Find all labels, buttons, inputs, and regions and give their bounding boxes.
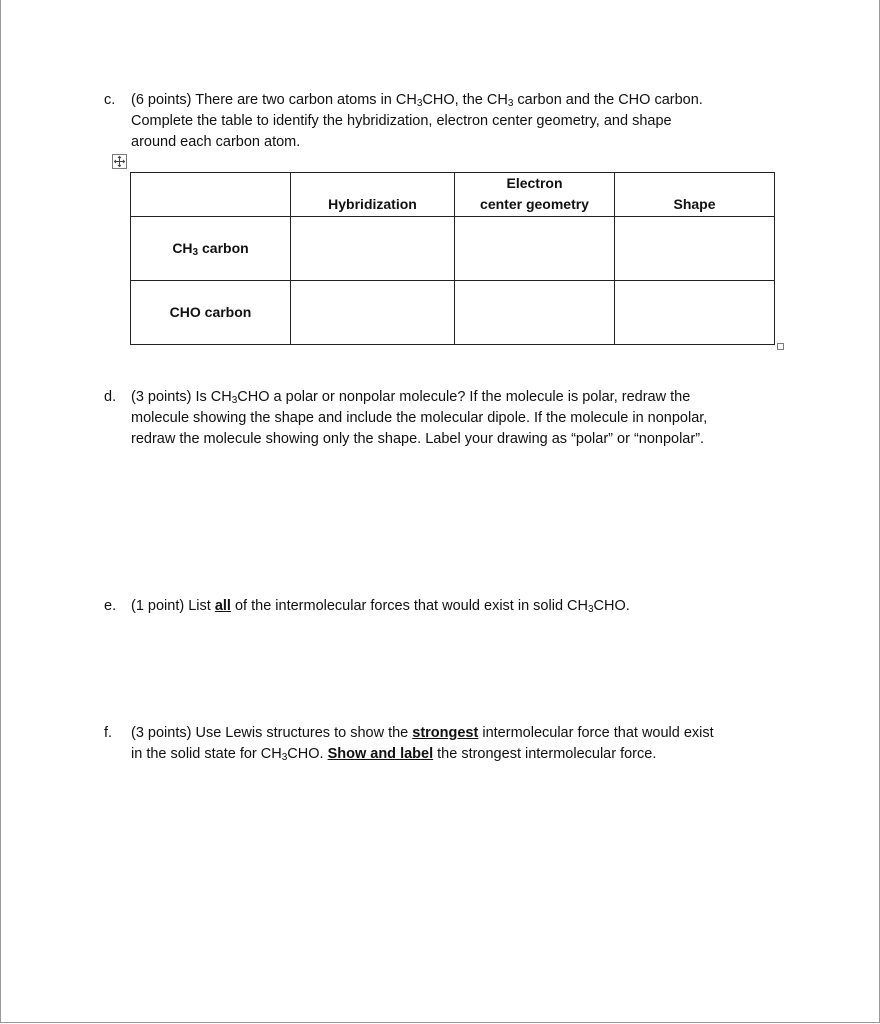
row-0-label-main: CH <box>172 239 193 256</box>
table-resize-handle[interactable] <box>777 343 784 350</box>
table-move-handle-icon[interactable] <box>112 154 127 169</box>
question-c-sub-2: 3 <box>507 98 514 109</box>
question-c-text-2: CHO, the CH <box>422 92 508 108</box>
table-header-empty[interactable] <box>131 173 291 217</box>
row-label-cho-carbon[interactable] <box>131 281 291 345</box>
question-e-text-3: CHO. <box>593 598 630 614</box>
question-c-line-2: Complete the table to identify the hybridization, electron center geometry, and shape <box>131 113 672 129</box>
question-e-text <box>131 596 784 617</box>
question-c-letter: c. <box>104 92 116 108</box>
question-f <box>104 723 784 765</box>
row-label-ch3-carbon[interactable] <box>131 217 291 281</box>
question-c-text-1: (6 points) There are two carbon atoms in CH <box>131 92 417 108</box>
row-0-label-sub: 3 <box>192 246 199 258</box>
question-f-text-4: CHO. <box>287 746 328 762</box>
question-e-letter: e. <box>104 598 117 614</box>
question-f-text-1: (3 points) Use Lewis structures to show the <box>131 725 413 741</box>
question-d-line-2: molecule showing the shape and include the molecular dipole. If the molecule in nonpolar, <box>131 410 708 426</box>
row-1-label-main: CHO carbon <box>169 303 252 320</box>
cell-ch3-electron-geometry[interactable] <box>455 217 615 281</box>
cell-ch3-shape[interactable] <box>615 217 775 281</box>
question-f-emphasis-2: Show and label <box>327 746 434 762</box>
header-electron-label: Electron <box>506 175 563 191</box>
question-c-sub-1: 3 <box>416 98 423 109</box>
question-f-emphasis-1: strongest <box>412 725 479 741</box>
question-c <box>104 90 784 153</box>
question-d-text-1: (3 points) Is CH <box>131 389 232 405</box>
question-e-sub-1: 3 <box>587 604 594 615</box>
question-f-text <box>131 723 784 765</box>
question-f-sub-1: 3 <box>281 752 288 763</box>
question-f-text-2: intermolecular force that would exist <box>478 725 714 741</box>
cell-cho-electron-geometry[interactable] <box>455 281 615 345</box>
question-d <box>104 387 784 450</box>
table-header-row <box>131 173 775 217</box>
table-row <box>131 217 775 281</box>
table-header-electron-geometry[interactable] <box>455 173 615 217</box>
cell-cho-hybridization[interactable] <box>291 281 455 345</box>
question-e <box>104 596 784 617</box>
question-d-letter: d. <box>104 389 117 405</box>
table-row <box>131 281 775 345</box>
question-e-text-1: (1 point) List <box>131 598 215 614</box>
question-c-text-3: carbon and the CHO carbon. <box>513 92 703 108</box>
question-d-text <box>131 387 784 450</box>
question-c-text <box>131 90 784 153</box>
cell-cho-shape[interactable] <box>615 281 775 345</box>
question-d-line-3: redraw the molecule showing only the shape. Label your drawing as “polar” or “nonpolar”. <box>131 431 705 447</box>
cell-ch3-hybridization[interactable] <box>291 217 455 281</box>
question-f-text-3: in the solid state for CH <box>131 746 282 762</box>
hybridization-table <box>130 172 775 345</box>
question-e-emphasis: all <box>214 598 231 614</box>
question-e-text-2: of the intermolecular forces that would exist in solid CH <box>230 598 588 614</box>
header-hybridization-label: Hybridization <box>328 196 417 212</box>
question-f-letter: f. <box>104 725 113 741</box>
row-0-label-rest: carbon <box>198 239 249 256</box>
header-shape-label: Shape <box>673 196 716 212</box>
question-f-text-5: the strongest intermolecular force. <box>433 746 657 762</box>
header-center-geometry-label: center geometry <box>480 196 589 212</box>
table-header-hybridization[interactable] <box>291 173 455 217</box>
question-d-sub-1: 3 <box>231 395 238 406</box>
question-c-line-3: around each carbon atom. <box>131 134 301 150</box>
question-d-text-2: CHO a polar or nonpolar molecule? If the molecule is polar, redraw the <box>237 389 691 405</box>
table-header-shape[interactable] <box>615 173 775 217</box>
